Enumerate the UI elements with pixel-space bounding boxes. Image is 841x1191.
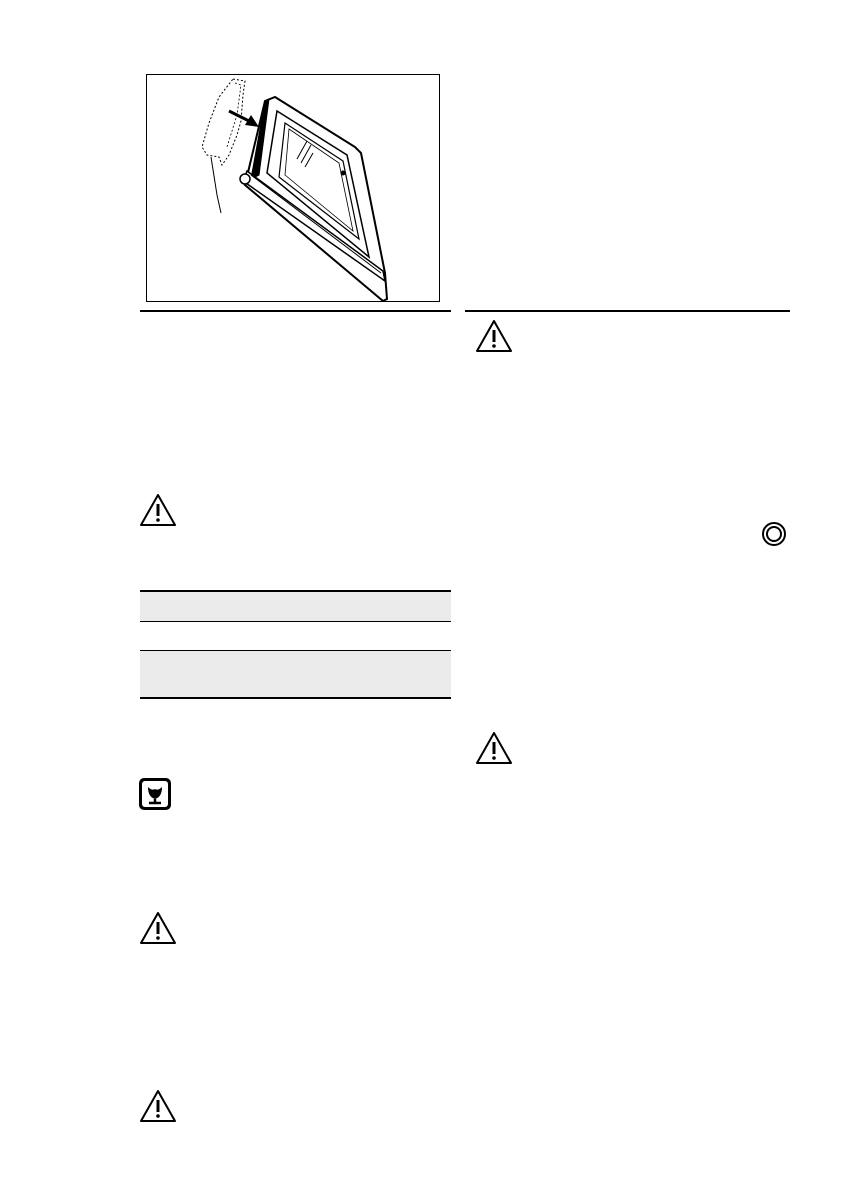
oven-door-illustration xyxy=(147,75,439,301)
door-panel-figure xyxy=(146,74,440,302)
table-row xyxy=(140,622,451,651)
warning-icon xyxy=(138,910,178,946)
warning-icon xyxy=(474,318,514,354)
table-row xyxy=(140,651,451,697)
table-row xyxy=(140,592,451,622)
warning-icon xyxy=(138,1088,178,1124)
section-rule-left xyxy=(140,310,451,312)
warning-icon xyxy=(138,492,178,528)
spec-table xyxy=(140,590,451,699)
section-rule-right xyxy=(465,310,790,312)
warning-icon xyxy=(474,730,514,766)
oven-light-ring-icon xyxy=(760,520,788,548)
eco-icon xyxy=(138,777,172,811)
